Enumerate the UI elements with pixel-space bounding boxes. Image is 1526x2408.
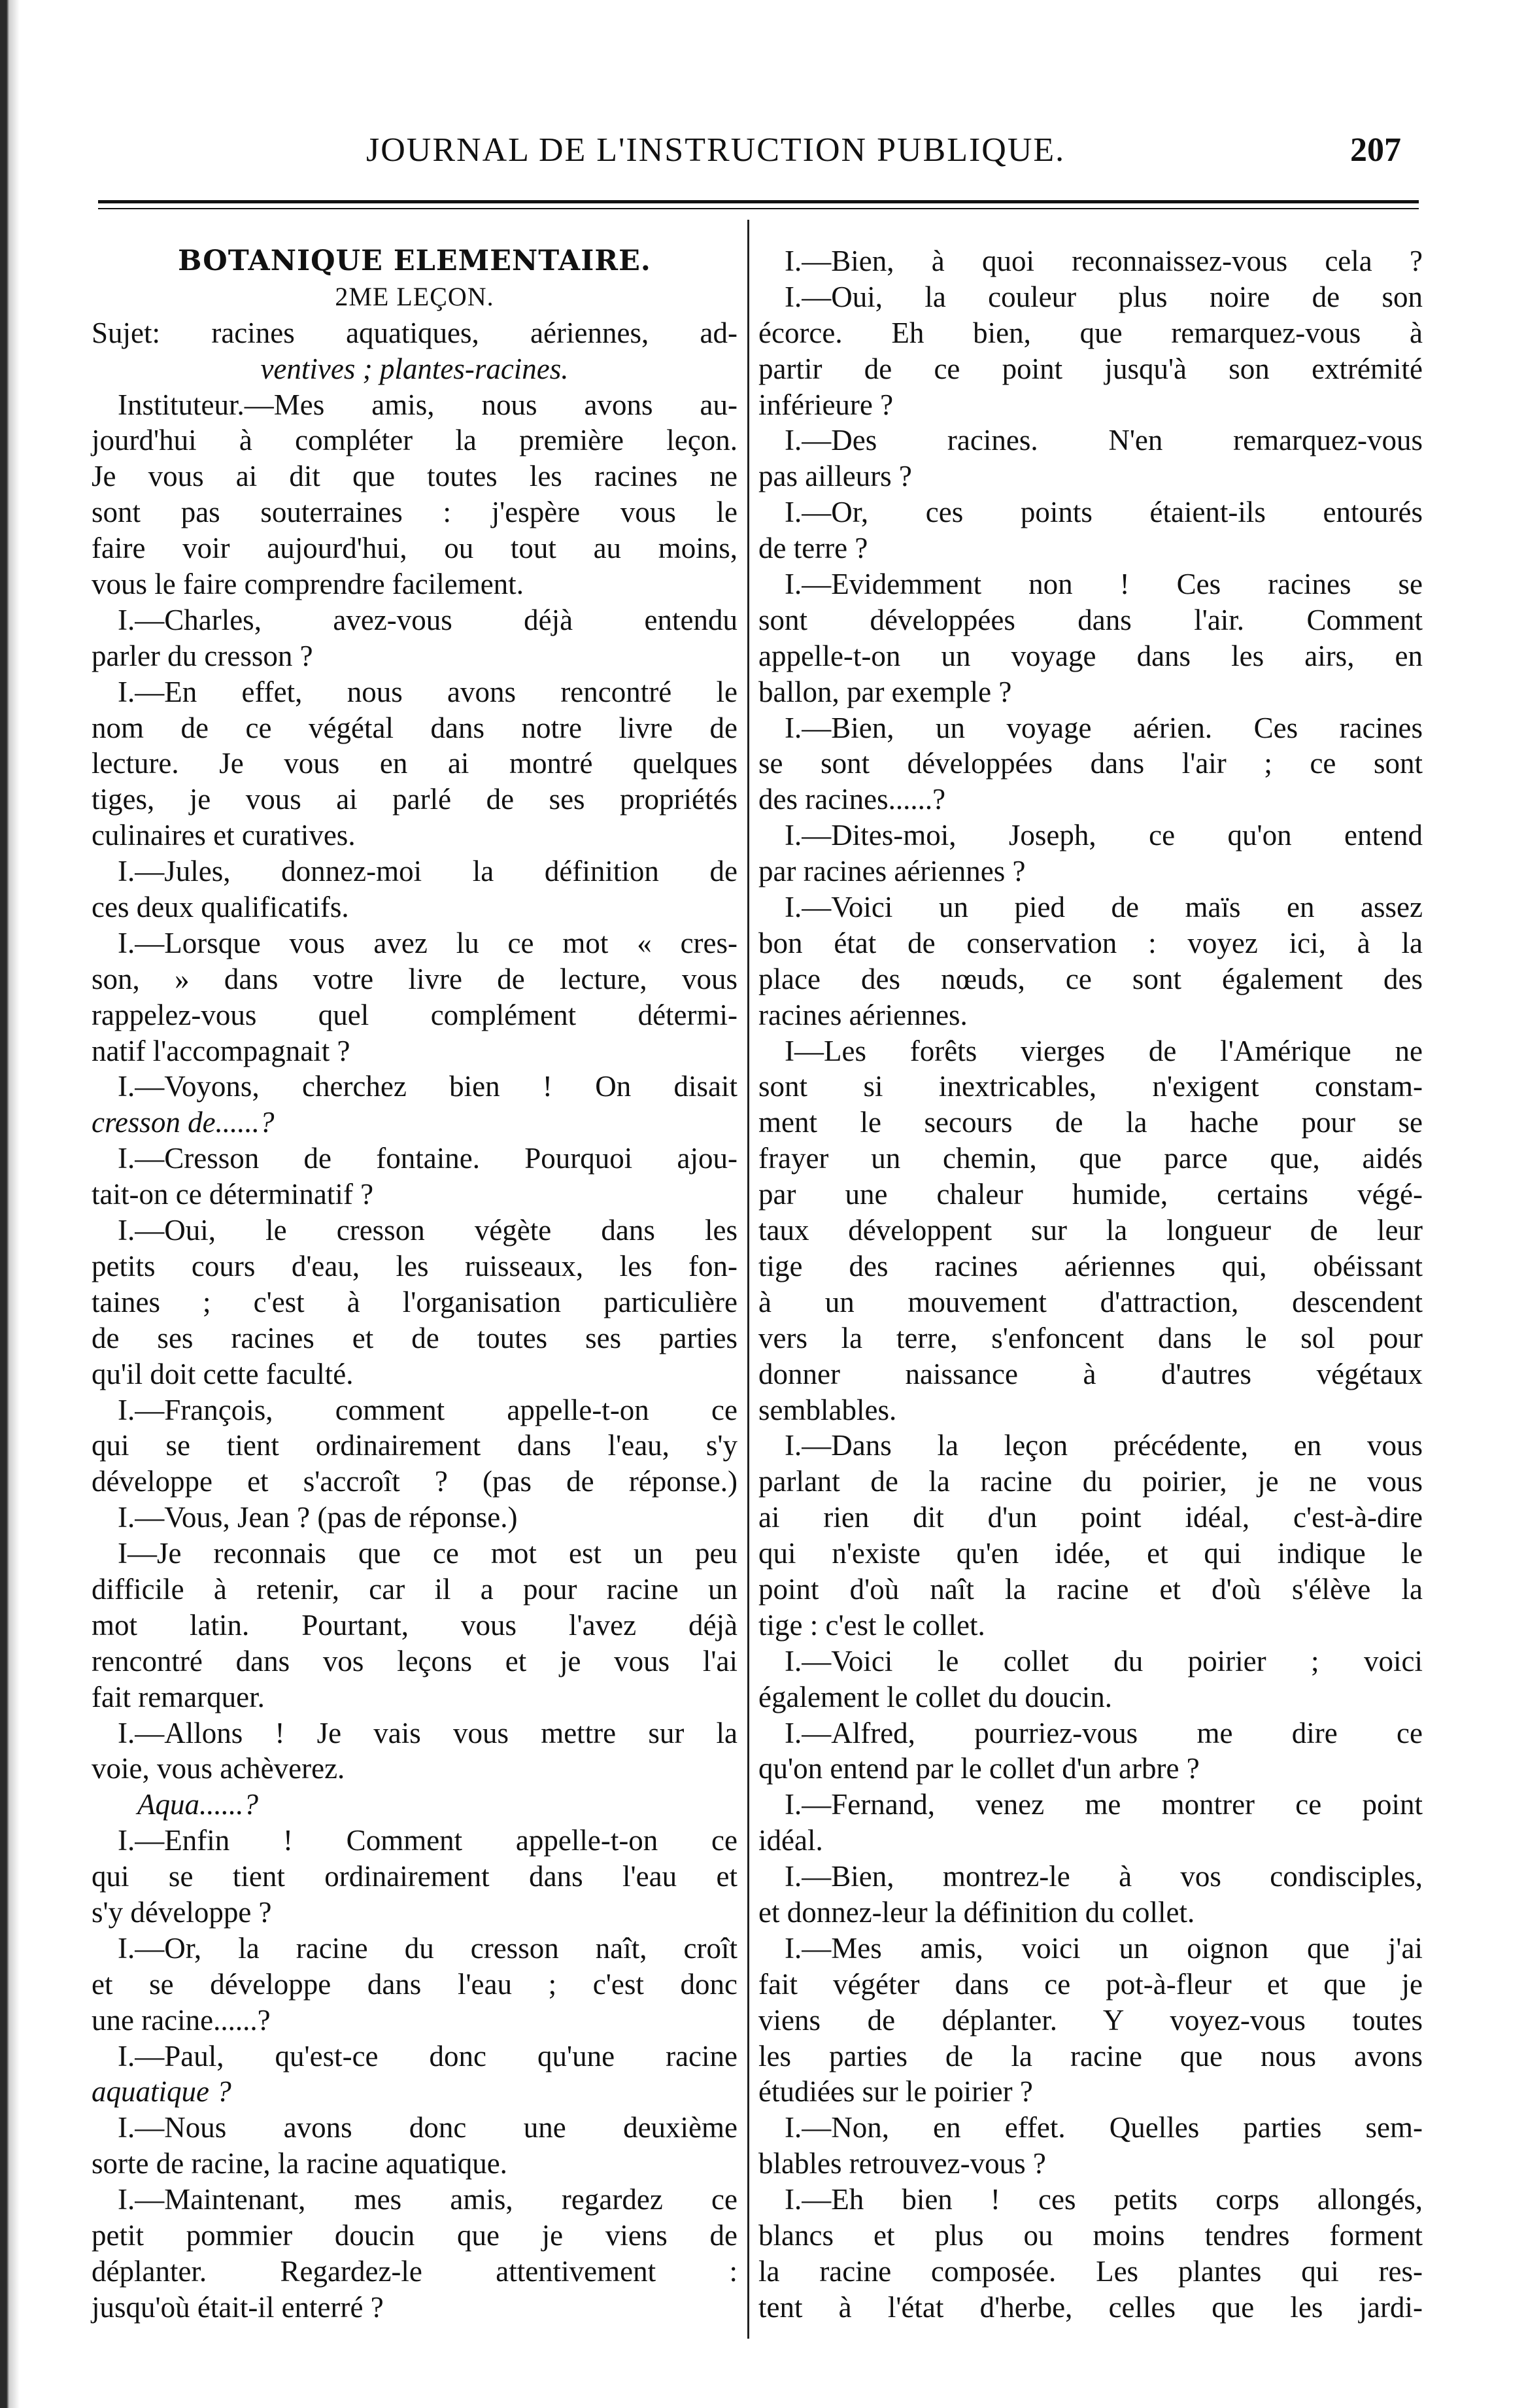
text-line: I.—Maintenant, mes amis, regardez ce [118,2183,738,2216]
text-line: I.—Bien, un voyage aérien. Ces racines [785,711,1423,744]
text-line: I.—Bien, à quoi reconnaissez-vous cela ? [785,245,1423,277]
binding-edge [0,0,20,2408]
text-line: I.—Enfin ! Comment appelle-t-on ce [118,1824,738,1857]
text-line: Je vous ai dit que toutes les racines ne [92,460,738,493]
text-line: tait-on ce déterminatif ? [92,1178,374,1211]
text-line: I.—François, comment appelle-t-on ce [118,1393,738,1426]
text-line: qu'on entend par le collet d'un arbre ? [758,1752,1200,1785]
text-line: qui se tient ordinairement dans l'eau, s'y [92,1429,738,1462]
text-line: appelle-t-on un voyage dans les airs, en [758,639,1423,672]
text-line: et donnez-leur la définition du collet. [758,1895,1195,1929]
text-line: également le collet du doucin. [758,1680,1113,1713]
text-line: ment le secours de la hache pour se [758,1106,1423,1139]
page-number: 207 [1350,131,1401,169]
text-line: sorte de racine, la racine aquatique. [92,2147,507,2180]
text-line: sont si inextricables, n'exigent constam- [758,1070,1423,1103]
text-line: I.—Cresson de fontaine. Pourquoi ajou- [118,1142,738,1175]
text-line: et se développe dans l'eau ; c'est donc [92,1967,738,2001]
text-line: Aqua......? [137,1788,258,1821]
text-line: vers la terre, s'enfoncent dans le sol pour [758,1321,1423,1354]
text-line: I.—Paul, qu'est-ce donc qu'une racine [118,2039,738,2073]
left-column [92,243,738,2326]
text-line: I.—Dans la leçon précédente, en vous [785,1429,1423,1462]
text-line: Sujet: racines aquatiques, aériennes, ad- [92,316,738,349]
text-line: idéal. [758,1824,823,1857]
text-line: développe et s'accroît ? (pas de réponse.) [92,1465,738,1498]
right-column [758,243,1423,2326]
text-line: aquatique ? [92,2075,231,2108]
text-line: I.—Or, ces points étaient-ils entourés [785,496,1423,529]
text-line: rencontré dans vos leçons et je vous l'ai [92,1644,738,1677]
running-title: JOURNAL DE L'INSTRUCTION PUBLIQUE. [366,131,1066,169]
text-line: pas ailleurs ? [758,460,912,493]
text-line: des racines......? [758,783,946,816]
text-line: qui n'existe qu'en idée, et qui indique le [758,1537,1423,1570]
text-line: fait remarquer. [92,1680,265,1713]
text-line: natif l'accompagnait ? [92,1034,350,1067]
text-line: racines aériennes. [758,998,968,1031]
text-line: jusqu'où était-il enterré ? [92,2290,384,2324]
text-line: Instituteur.—Mes amis, nous avons au- [118,388,738,421]
text-line: nom de ce végétal dans notre livre de [92,711,738,744]
text-line: I.—Evidemment non ! Ces racines se [785,568,1423,601]
column-divider [747,220,749,2339]
text-line: I—Je reconnais que ce mot est un peu [118,1537,738,1570]
text-line: sont pas souterraines : j'espère vous le [92,496,738,529]
text-line: semblables. [758,1393,897,1426]
text-line: taines ; c'est à l'organisation particulière [92,1285,738,1318]
text-line: I.—Oui, la couleur plus noire de son [785,280,1423,313]
text-line: cresson de......? [92,1106,275,1139]
text-line: I.—Vous, Jean ? (pas de réponse.) [118,1501,518,1534]
text-line: s'y développe ? [92,1895,272,1929]
header-rule-thin [98,208,1419,209]
text-line: la racine composée. Les plantes qui res- [758,2254,1423,2288]
text-line: I—Les forêts vierges de l'Amérique ne [785,1034,1423,1067]
text-line: par une chaleur humide, certains végé- [758,1178,1423,1211]
text-line: ces deux qualificatifs. [92,891,349,924]
text-line: inférieure ? [758,388,894,421]
text-line: voie, vous achèverez. [92,1752,345,1785]
text-line: parler du cresson ? [92,639,313,672]
text-line: de terre ? [758,532,868,565]
section-title: BOTANIQUE ELEMENTAIRE. [178,245,651,277]
text-line: I.—En effet, nous avons rencontré le [118,675,738,708]
text-line: bon état de conservation : voyez ici, à la [758,926,1423,959]
text-line: place des nœuds, ce sont également des [758,962,1423,995]
text-line: difficile à retenir, car il a pour racine un [92,1572,738,1606]
text-line: I.—Fernand, venez me montrer ce point [785,1788,1423,1821]
text-line: étudiées sur le poirier ? [758,2075,1033,2108]
text-line: I.—Jules, donnez-moi la définition de [118,855,738,888]
text-line: vous le faire comprendre facilement. [92,568,524,601]
text-line: I.—Mes amis, voici un oignon que j'ai [785,1931,1423,1965]
text-line: I.—Non, en effet. Quelles parties sem- [785,2111,1423,2144]
text-line: lecture. Je vous en ai montré quelques [92,747,738,780]
lesson-number: 2ME LEÇON. [335,281,494,311]
text-line: I.—Lorsque vous avez lu ce mot « cres- [118,926,738,959]
text-line: ai rien dit d'un point idéal, c'est-à-dire [758,1501,1423,1534]
text-line: à un mouvement d'attraction, descendent [758,1285,1423,1318]
text-line: écorce. Eh bien, que remarquez-vous à [758,316,1423,349]
text-line: les parties de la racine que nous avons [758,2039,1423,2073]
text-line: I.—Voici le collet du poirier ; voici [785,1644,1423,1677]
text-line: taux développent sur la longueur de leur [758,1214,1423,1247]
text-line: I.—Or, la racine du cresson naît, croît [118,1931,738,1965]
text-line: I.—Oui, le cresson végète dans les [118,1214,738,1247]
text-line: petit pommier doucin que je viens de [92,2218,738,2252]
text-line: ventives ; plantes-racines. [260,352,569,385]
text-line: I.—Des racines. N'en remarquez-vous [785,424,1423,457]
text-line: rappelez-vous quel complément détermi- [92,998,738,1031]
text-line: petits cours d'eau, les ruisseaux, les fon- [92,1249,738,1282]
text-line: I.—Allons ! Je vais vous mettre sur la [118,1716,738,1749]
text-line: I.—Voyons, cherchez bien ! On disait [118,1070,738,1103]
text-line: tiges, je vous ai parlé de ses propriétés [92,783,738,816]
text-line: I.—Dites-moi, Joseph, ce qu'on entend [785,819,1423,852]
text-line: I.—Alfred, pourriez-vous me dire ce [785,1716,1423,1749]
text-line: se sont développées dans l'air ; ce sont [758,747,1423,780]
text-line: qui se tient ordinairement dans l'eau et [92,1860,738,1893]
text-line: tige des racines aériennes qui, obéissant [758,1249,1423,1282]
text-line: qu'il doit cette faculté. [92,1357,354,1390]
text-line: blables retrouvez-vous ? [758,2147,1046,2180]
header-rule [98,200,1419,203]
text-line: tige : c'est le collet. [758,1608,985,1642]
text-line: de ses racines et de toutes ses parties [92,1321,738,1354]
text-line: I.—Eh bien ! ces petits corps allongés, [785,2183,1423,2216]
text-line: frayer un chemin, que parce que, aidés [758,1142,1423,1175]
text-line: ballon, par exemple ? [758,675,1012,708]
text-line: point d'où naît la racine et d'où s'élève la [758,1572,1423,1606]
text-line: I.—Bien, montrez-le à vos condisciples, [785,1860,1423,1893]
text-line: viens de déplanter. Y voyez-vous toutes [758,2003,1423,2037]
text-line: faire voir aujourd'hui, ou tout au moins, [92,532,738,565]
text-line: culinaires et curatives. [92,819,356,852]
text-line: déplanter. Regardez-le attentivement : [92,2254,738,2288]
text-line: tent à l'état d'herbe, celles que les jardi- [758,2290,1423,2324]
text-line: donner naissance à d'autres végétaux [758,1357,1423,1390]
text-line: partir de ce point jusqu'à son extrémité [758,352,1423,385]
text-line: sont développées dans l'air. Comment [758,603,1423,636]
text-line: blancs et plus ou moins tendres forment [758,2218,1423,2252]
text-line: mot latin. Pourtant, vous l'avez déjà [92,1608,738,1642]
text-line: I.—Charles, avez-vous déjà entendu [118,603,738,636]
text-line: par racines aériennes ? [758,855,1026,888]
text-line: parlant de la racine du poirier, je ne vous [758,1465,1423,1498]
text-line: son, » dans votre livre de lecture, vous [92,962,738,995]
text-line: jourd'hui à compléter la première leçon. [92,424,738,457]
text-line: I.—Voici un pied de maïs en assez [785,891,1423,924]
text-line: I.—Nous avons donc une deuxième [118,2111,738,2144]
text-line: une racine......? [92,2003,271,2037]
text-line: fait végéter dans ce pot-à-fleur et que je [758,1967,1423,2001]
